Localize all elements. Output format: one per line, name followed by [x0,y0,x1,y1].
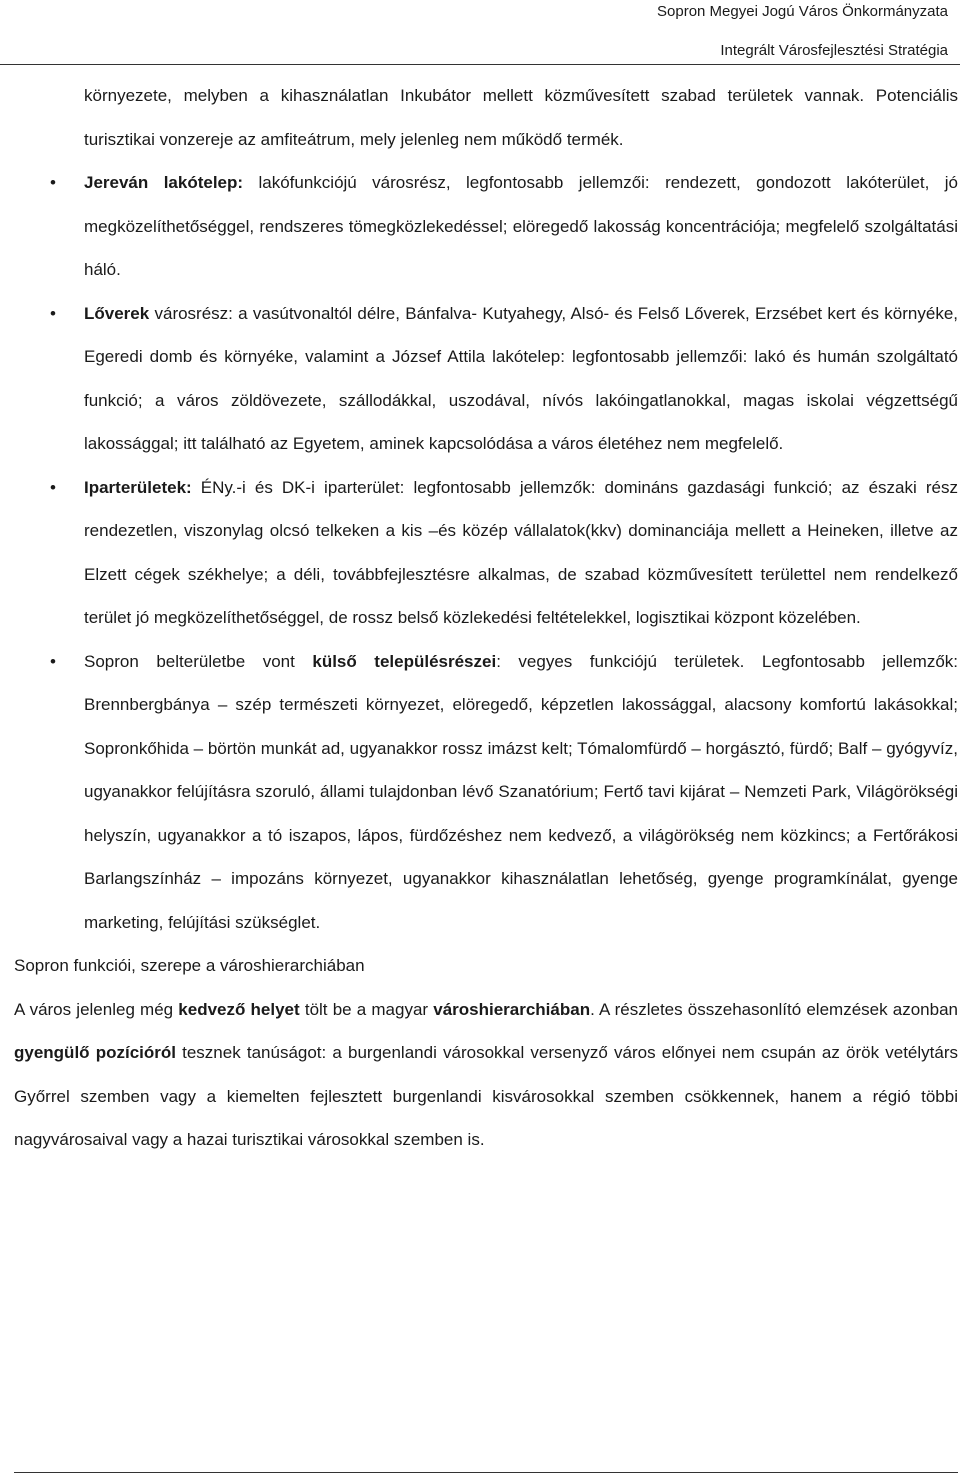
section-title: Sopron funkciói, szerepe a városhierarchiában [14,956,365,975]
bullet-text: lakófunkciójú városrész, legfontosabb jellemzői: rendezett, gondozott lakóterület, jó megközelíthetőséggel, rendszeres tömegközlekedéssel; elöregedő lakosság koncentrációja; megfelelő szolgáltatási háló. [84,173,959,279]
bullet-item-kulso-telepulesreszek [0,640,960,945]
bullet-text: ÉNy.-i és DK-i iparterület: legfontosabb jellemzők: domináns gazdasági funkció; az északi rész rendezetlen, viszonylag olcsó telkeken a kis –és közép vállalatok(kkv) dominanciája mellett a Heineken, illetve az Elzett cégek székhelye; a déli, továbbfejlesztésre alkalmas, de szabad közművesített területtel nem rendelkező terület jó megközelíthetőséggel, de rossz belső közlekedési feltételekkel, logisztikai központ közelében. [84,477,958,627]
text-run: . A részletes összehasonlító elemzések azonban [590,999,959,1019]
bold-run: városhierarchiában [433,999,591,1019]
bold-run: kedvező helyet [178,999,300,1019]
page-header [657,0,948,61]
text-run: tölt be a magyar [299,999,434,1019]
bullet-icon: • [50,173,56,192]
bullet-heading: külső településrészei [312,651,497,671]
bullet-text-prefix: Sopron belterületbe vont [84,651,313,671]
bullet-item-loverek [0,292,960,466]
header-divider [0,64,960,65]
bullet-item-iparteruletek [0,466,960,640]
bullet-item-jerevan [0,161,960,292]
bullet-heading: Iparterületek: [84,477,192,497]
text-run: A város jelenleg még [14,999,179,1019]
bold-run: gyengülő pozícióról [14,1043,176,1062]
bullet-icon: • [50,477,56,497]
footer-divider [14,1472,958,1473]
bullet-heading: Jereván lakótelep: [84,173,244,192]
bullet-icon: • [50,303,56,323]
bullet-text: : vegyes funkciójú területek. Legfontosabb jellemzők: Brennbergbánya – szép természeti környezet, elöregedő, képzetlen lakossággal, alacsony komfortú lakásokkal; Sopronkőhida – börtön munkát ad, ugyanakkor rossz imázst kelt; Tómalomfürdő – horgásztó, fürdő; Balf – gyógyvíz, ugyanakkor felújításra szoruló, állami tulajdonban lévő Szanatórium; Fertő tavi kijárat – Nemzeti Park, Világörökségi helyszín, ugyanakkor a tó iszapos, lápos, fürdőzéshez nem kedvező, a világörökség nem közkincs; a Fertőrákosi Barlangszínház – impozáns környezet, ugyanakkor kihasználatlan lehetőség, gyenge programkínálat, gyenge marketing, felújítási szükséglet. [84,651,959,932]
header-organization: Sopron Megyei Jogú Város Önkormányzata [657,3,948,20]
final-paragraph [0,988,960,1162]
bullet-icon: • [50,651,56,671]
document-body [0,74,960,1162]
header-document-title: Integrált Városfejlesztési Stratégia [720,42,948,59]
text-run: tesznek tanúságot: a burgenlandi városokkal versenyző város előnyei nem csupán az örök vetélytárs Győrrel szemben vagy a kiemelten fejlesztett burgenlandi kisvárosokkal szemben csökkennek, hanem a régió többi nagyvárosaival vagy a hazai turisztikai városokkal szemben is. [14,1043,958,1149]
bullet-text: városrész: a vasútvonaltól délre, Bánfalva- Kutyahegy, Alsó- és Felső Lőverek, Erzsébet kert és környéke, Egeredi domb és környéke, valamint a József Attila lakótelep: legfontosabb jellemzői: lakó és humán szolgáltató funkció; a város zöldövezete, szállodákkal, uszodával, nívós lakóingatlanokkal, magas iskolai végzettségű lakossággal; itt található az Egyetem, aminek kapcsolódása a város életéhez nem megfelelő. [84,303,958,453]
continuation-paragraph: környezete, melyben a kihasználatlan Inkubátor mellett közművesített szabad területek vannak. Potenciális turisztikai vonzereje az amfiteátrum, mely jelenleg nem működő termék. [84,86,958,149]
bullet-heading: Lőverek [84,303,150,323]
